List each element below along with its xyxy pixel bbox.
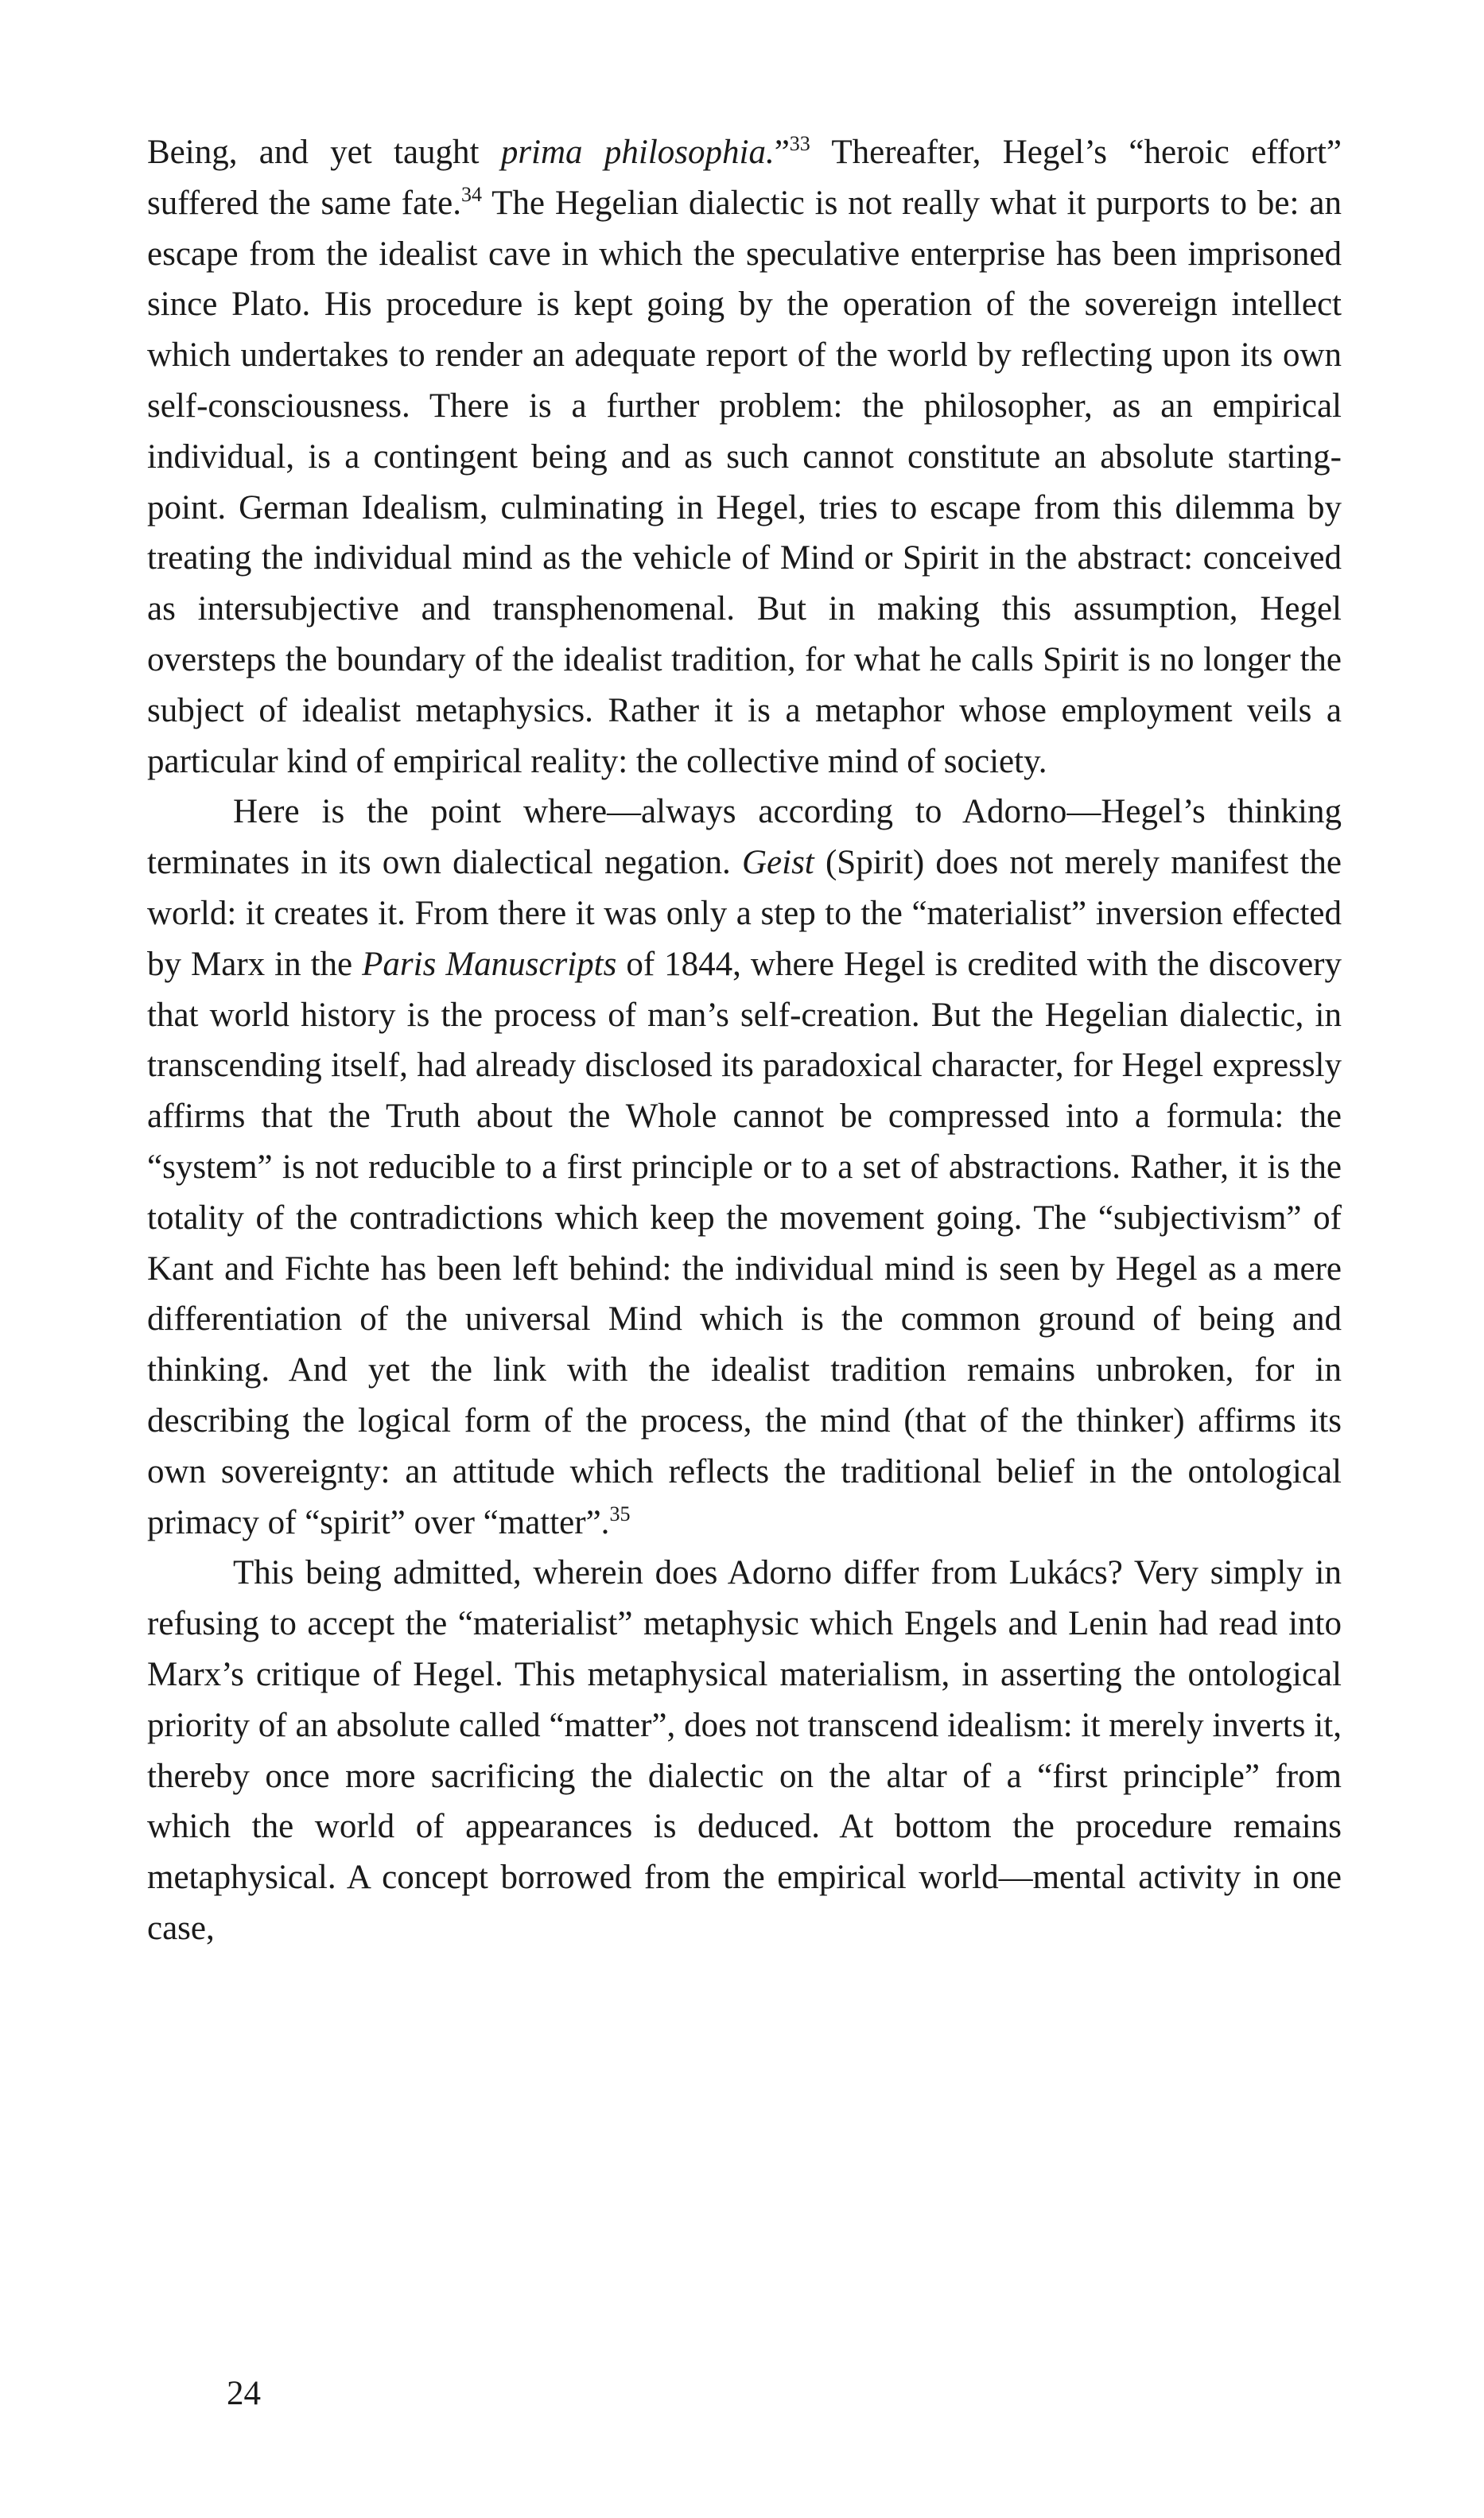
p1-text-a: Being, and yet taught xyxy=(147,134,501,171)
p3-text: This being admitted, wherein does Adorno differ from Lukács? Very simply in refusing to accept the “materialist” metaphysic which Engels and Lenin had read into Marx’s critique of Hegel. This metaphysical materialism, in asserting the ontological priority of an absolute called “matter”, does not transcend idealism: it merely inverts it, thereby once more sacrificing the dialectic on the altar of a “first principle” from which the world of appearances is deduced. At bottom the procedure remains metaphysical. A concept borrowed from the empirical world—mental activity in one case, xyxy=(147,1554,1342,1947)
paragraph-1 xyxy=(147,127,1342,787)
page-number: 24 xyxy=(227,2375,261,2412)
page-body xyxy=(147,127,1342,1954)
p1-closing-quote: ” xyxy=(774,134,790,171)
p1-italic-prima-philosophia: prima philosophia. xyxy=(500,134,775,171)
paragraph-2 xyxy=(147,787,1342,1548)
p2-text-a: Here is the point where—always according to Adorno—Hegel’s thinking terminates in its own dialectical negation. xyxy=(147,793,1342,882)
p2-text-b: (Spirit) does not merely manifest the world: it creates it. From there it was only a step to the “materialist” inversion effected by Marx in the xyxy=(147,844,1342,983)
p2-text-c: of 1844, where Hegel is credited with the discovery that world history is the process of man’s self-creation. But the Hegelian dialectic, in transcending itself, had already disclosed its paradoxical character, for Hegel expressly affirms that the Truth about the Whole cannot be compressed into a formula: the “system” is not reducible to a first principle or to a set of abstractions. Rather, it is the totality of the contradictions which keep the movement going. The “subjectivism” of Kant and Fichte has been left behind: the individual mind is seen by Hegel as a mere differentiation of the universal Mind which is the common ground of being and thinking. And yet the link with the idealist tradition remains unbroken, for in describing the logical form of the process, the mind (that of the thinker) affirms its own sovereignty: an attitude which reflects the traditional belief in the ontological primacy of “spirit” over “matter”. xyxy=(147,945,1342,1541)
paragraph-3 xyxy=(147,1548,1342,1953)
p1-text-b: Thereafter, Hegel’s “heroic effort” suffered the same fate. xyxy=(147,134,1342,222)
footnote-ref-33: 33 xyxy=(789,132,810,155)
p2-italic-paris-manuscripts: Paris Manuscripts xyxy=(362,945,617,983)
p1-text-c: The Hegelian dialectic is not really what it purports to be: an escape from the idealist cave in which the speculative enterprise has been imprisoned since Plato. His procedure is kept going by the operation of the sovereign intellect which undertakes to render an adequate report of the world by reflecting upon its own self-consciousness. There is a further problem: the philosopher, as an empirical individual, is a contingent being and as such cannot constitute an absolute starting-point. German Idealism, culminating in Hegel, tries to escape from this dilemma by treating the individual mind as the vehicle of Mind or Spirit in the abstract: conceived as intersubjective and transphenomenal. But in making this assumption, Hegel oversteps the boundary of the idealist tradition, for what he calls Spirit is no longer the subject of idealist metaphysics. Rather it is a metaphor whose employment veils a particular kind of empirical reality: the collective mind of society. xyxy=(147,184,1342,780)
p2-italic-geist: Geist xyxy=(741,844,814,882)
footnote-ref-35: 35 xyxy=(609,1502,631,1525)
footnote-ref-34: 34 xyxy=(460,182,482,206)
